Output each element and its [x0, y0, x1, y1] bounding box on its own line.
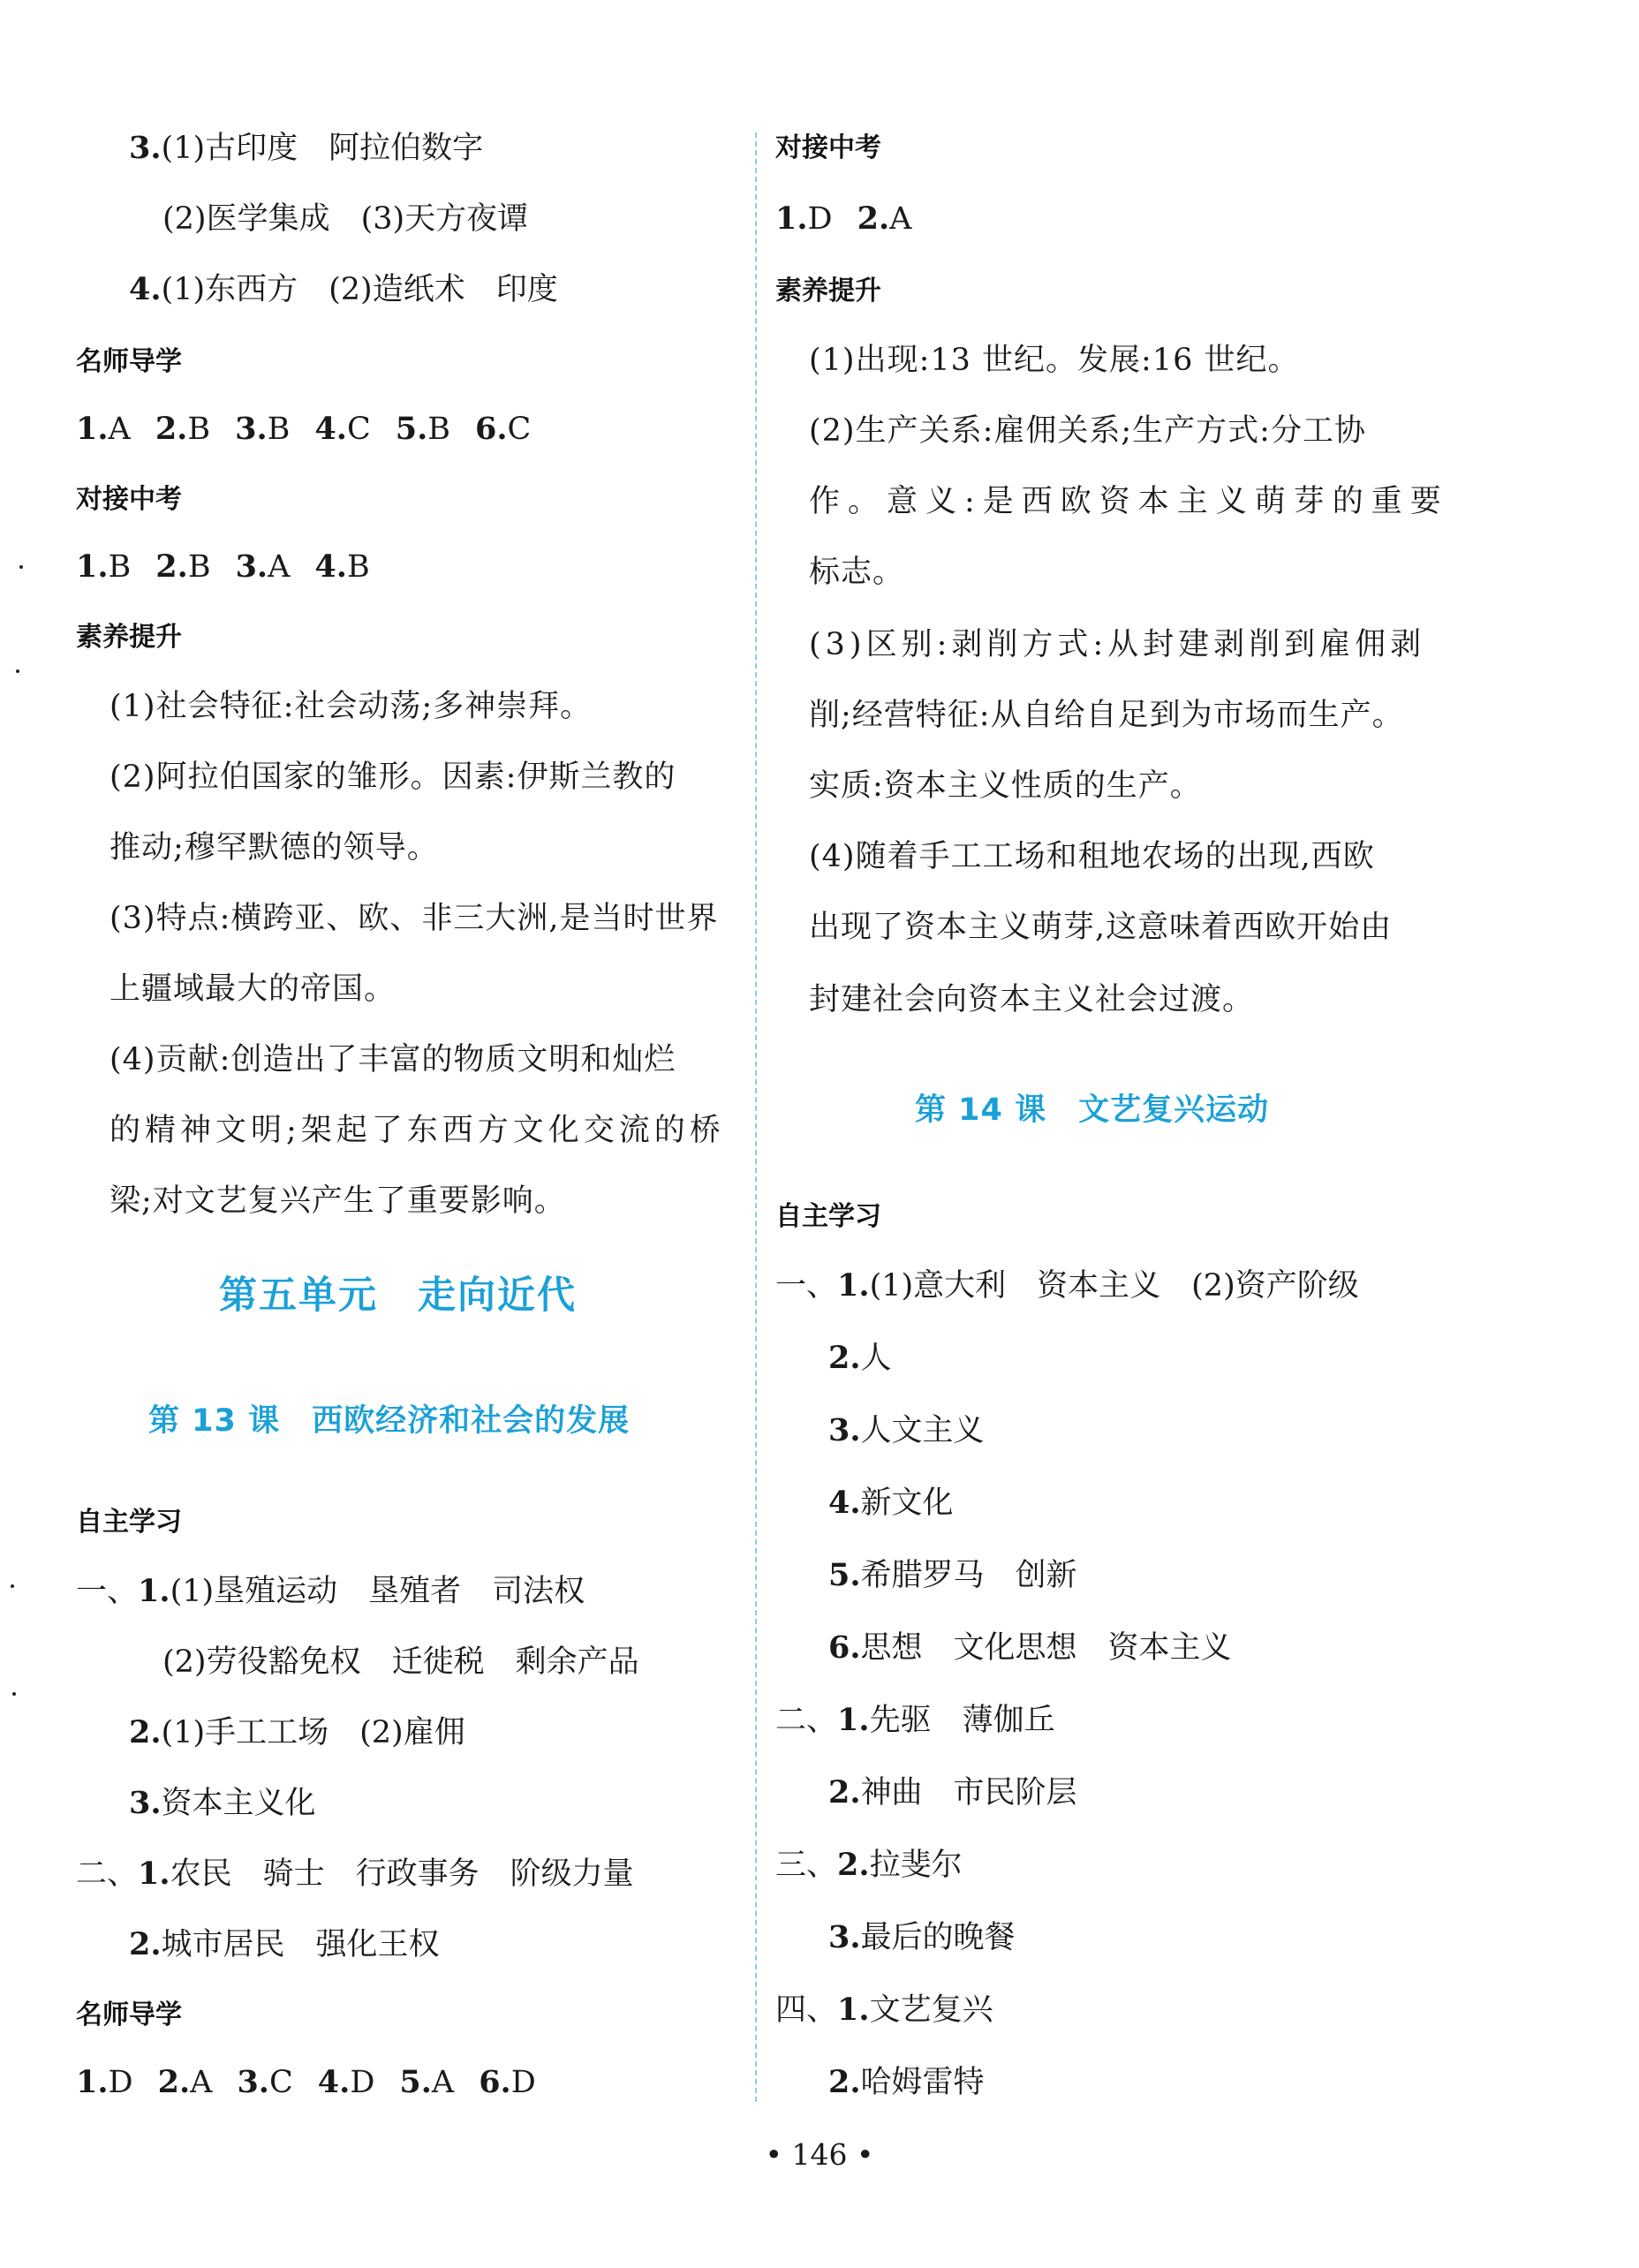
choice-answer: C [346, 412, 371, 447]
item-number: 4. [314, 411, 347, 447]
item-number: 2. [857, 200, 890, 237]
paragraph-line: 封建社会向资本主义社会过渡。 [809, 982, 1255, 1017]
paragraph-line: (3)区别:剥削方式:从封建剥削到雇佣剥 [809, 627, 1426, 662]
paragraph-line: 推动;穆罕默德的领导。 [110, 830, 439, 866]
item-number: 1. [138, 1573, 170, 1609]
item-number: 1. [837, 1702, 870, 1738]
item-number: 3. [235, 411, 268, 447]
item-number: 3. [129, 1785, 162, 1821]
answer-text: 思想 文化思想 资本主义 [860, 1630, 1232, 1666]
item-number: 2. [828, 2064, 861, 2100]
item-number: 3. [237, 2064, 269, 2100]
item-number: 4. [317, 2064, 351, 2100]
answer-line [129, 1784, 316, 1823]
choice-answer: D [350, 2065, 375, 2100]
choice-answer: D [108, 2065, 133, 2100]
item-number: 1. [138, 1856, 170, 1892]
paragraph-line: (3)特点:横跨亚、欧、非三大洲,是当时世界 [110, 901, 719, 936]
section-prefix: 二、 [76, 1856, 139, 1892]
answer-text: 先驱 薄伽丘 [869, 1703, 1055, 1738]
item-number: 2. [828, 1774, 861, 1811]
choice-answer: B [187, 549, 211, 585]
answer-text: 神曲 市民阶层 [860, 1775, 1077, 1811]
paragraph-line: (2)阿拉伯国家的雏形。因素:伊斯兰教的 [110, 760, 676, 795]
column-divider [755, 132, 757, 2102]
item-number: 2. [157, 2064, 191, 2100]
section-prefix: 一、 [775, 1268, 838, 1304]
paragraph-line: 上疆域最大的帝国。 [110, 971, 397, 1007]
unit-title: 第五单元 走向近代 [219, 1274, 577, 1318]
mc-answers-row [775, 200, 911, 238]
choice-answer: A [268, 549, 291, 585]
section-prefix: 三、 [775, 1848, 838, 1883]
choice-answer: C [268, 2065, 293, 2100]
choice-answer: A [190, 2065, 213, 2100]
answer-line [828, 1918, 1016, 1957]
item-number: 2. [828, 1340, 861, 1376]
answer-line-3b [162, 200, 528, 238]
lesson-title: 第 13 课 西欧经济和社会的发展 [148, 1403, 631, 1439]
mc-answers-row [76, 548, 370, 586]
section-heading-zizhu: 自主学习 [775, 1201, 881, 1232]
paragraph-line: 出现了资本主义萌芽,这意味着西欧开始由 [809, 910, 1393, 945]
choice-answer: B [346, 549, 370, 585]
choice-answer: B [187, 412, 211, 447]
answer-line [129, 1713, 465, 1752]
answer-line-4 [129, 270, 558, 309]
answer-line [828, 1484, 954, 1523]
item-number: 2. [155, 548, 188, 585]
scan-speck [12, 1692, 16, 1696]
item-number: 5. [399, 2064, 432, 2100]
answer-text: 文艺复兴 [869, 1992, 993, 2028]
answer-line [775, 1701, 1055, 1740]
item-number: 5. [395, 411, 428, 447]
choice-answer: A [431, 2065, 455, 2100]
item-number: 1. [76, 548, 109, 585]
choice-answer: B [427, 412, 450, 447]
item-number: 1. [837, 1267, 870, 1304]
answer-line [129, 1925, 440, 1964]
answer-text: 人文主义 [860, 1413, 985, 1448]
scan-speck [16, 669, 19, 673]
lesson-title: 第 14 课 文艺复兴运动 [915, 1092, 1270, 1128]
choice-answer: D [510, 2065, 536, 2100]
item-number: 5. [828, 1557, 861, 1593]
paragraph-line: 作。意义:是西欧资本主义萌芽的重要 [809, 484, 1449, 519]
section-prefix: 四、 [775, 1992, 838, 2028]
answer-line [828, 2063, 985, 2102]
answer-text: 最后的晚餐 [860, 1920, 1016, 1955]
right-column [775, 0, 1482, 2155]
paragraph-line: (4)随着手工工场和租地农场的出现,西欧 [809, 839, 1375, 874]
answer-text: 城市居民 强化王权 [161, 1927, 440, 1962]
answer-line [828, 1556, 1077, 1595]
item-number: 4. [314, 548, 347, 585]
item-number: 3. [235, 548, 268, 585]
section-heading-duijie: 对接中考 [775, 132, 881, 163]
answer-line [828, 1629, 1232, 1667]
answer-text: (1)东西方 (2)造纸术 印度 [161, 272, 558, 307]
answer-line [76, 1855, 634, 1894]
item-number: 2. [837, 1847, 870, 1883]
item-number: 4. [828, 1485, 861, 1521]
paragraph-line: (1)社会特征:社会动荡;多神崇拜。 [110, 689, 593, 724]
paragraph-line: 梁;对文艺复兴产生了重要影响。 [110, 1183, 566, 1219]
paragraph-line: 实质:资本主义性质的生产。 [809, 768, 1202, 804]
answer-text: (2)医学集成 (3)天方夜谭 [162, 201, 529, 237]
answer-text: 农民 骑士 行政事务 阶级力量 [170, 1856, 634, 1892]
answer-text: (1)意大利 资本主义 (2)资产阶级 [869, 1268, 1359, 1304]
answer-line [828, 1339, 892, 1378]
answer-text: 资本主义化 [161, 1786, 316, 1821]
answer-text: (1)垦殖运动 垦殖者 司法权 [170, 1574, 585, 1609]
answer-line-3 [129, 129, 483, 168]
item-number: 3. [828, 1919, 861, 1955]
answer-line [828, 1411, 985, 1450]
answer-line [828, 1773, 1077, 1812]
section-heading-mingshi: 名师导学 [76, 346, 182, 377]
answer-line [775, 1991, 993, 2030]
paragraph-line: 标志。 [809, 555, 905, 590]
item-number: 6. [479, 2064, 511, 2100]
item-number: 2. [155, 411, 188, 447]
paragraph-line: 削;经营特征:从自给自足到为市场而生产。 [809, 698, 1404, 733]
section-heading-mingshi: 名师导学 [76, 2000, 182, 2030]
section-prefix: 二、 [775, 1703, 838, 1738]
item-number: 1. [775, 200, 808, 237]
paragraph-line: 的精神文明;架起了东西方文化交流的桥 [110, 1113, 725, 1148]
choice-answer: B [108, 549, 132, 585]
item-number: 6. [475, 411, 508, 447]
item-number: 2. [129, 1926, 162, 1962]
paragraph-line: (2)生产关系:雇佣关系;生产方式:分工协 [809, 413, 1366, 449]
mc-answers-row [76, 410, 531, 449]
scan-speck [19, 565, 23, 569]
section-heading-suyang: 素养提升 [775, 276, 881, 306]
answer-line [76, 1572, 585, 1611]
left-column [76, 0, 782, 2155]
answer-text: 人 [860, 1341, 892, 1376]
mc-answers-row [76, 2063, 536, 2102]
choice-answer: A [889, 201, 912, 237]
paragraph-line: (4)贡献:创造出了丰富的物质文明和灿烂 [110, 1042, 676, 1077]
answer-line [775, 1846, 963, 1885]
page-number: • 146 • [765, 2137, 874, 2172]
section-heading-suyang: 素养提升 [76, 622, 182, 653]
item-number: 4. [129, 271, 162, 307]
item-number: 1. [76, 2064, 109, 2100]
choice-answer: A [108, 412, 131, 447]
choice-answer: C [507, 412, 532, 447]
item-number: 1. [837, 1992, 870, 2028]
answer-text: 拉斐尔 [869, 1848, 963, 1883]
item-number: 2. [129, 1714, 162, 1750]
item-number: 3. [828, 1412, 861, 1448]
item-number: 6. [828, 1629, 861, 1666]
paragraph-line: (1)出现:13 世纪。发展:16 世纪。 [809, 343, 1300, 378]
answer-line [775, 1266, 1359, 1305]
section-heading-zizhu: 自主学习 [76, 1507, 182, 1538]
choice-answer: D [807, 201, 833, 237]
section-prefix: 一、 [76, 1574, 139, 1609]
answer-text: (1)古印度 阿拉伯数字 [161, 131, 484, 166]
answer-text: (1)手工工场 (2)雇佣 [161, 1715, 465, 1750]
answer-text: 新文化 [860, 1486, 954, 1521]
answer-text: 哈姆雷特 [860, 2065, 985, 2100]
item-number: 3. [129, 130, 162, 166]
choice-answer: B [267, 412, 291, 447]
scan-speck [11, 1584, 14, 1588]
answer-text: 希腊罗马 创新 [860, 1558, 1077, 1593]
item-number: 1. [76, 411, 109, 447]
section-heading-duijie: 对接中考 [76, 484, 182, 515]
answer-line: (2)劳役豁免权 迁徙税 剩余产品 [162, 1644, 639, 1680]
